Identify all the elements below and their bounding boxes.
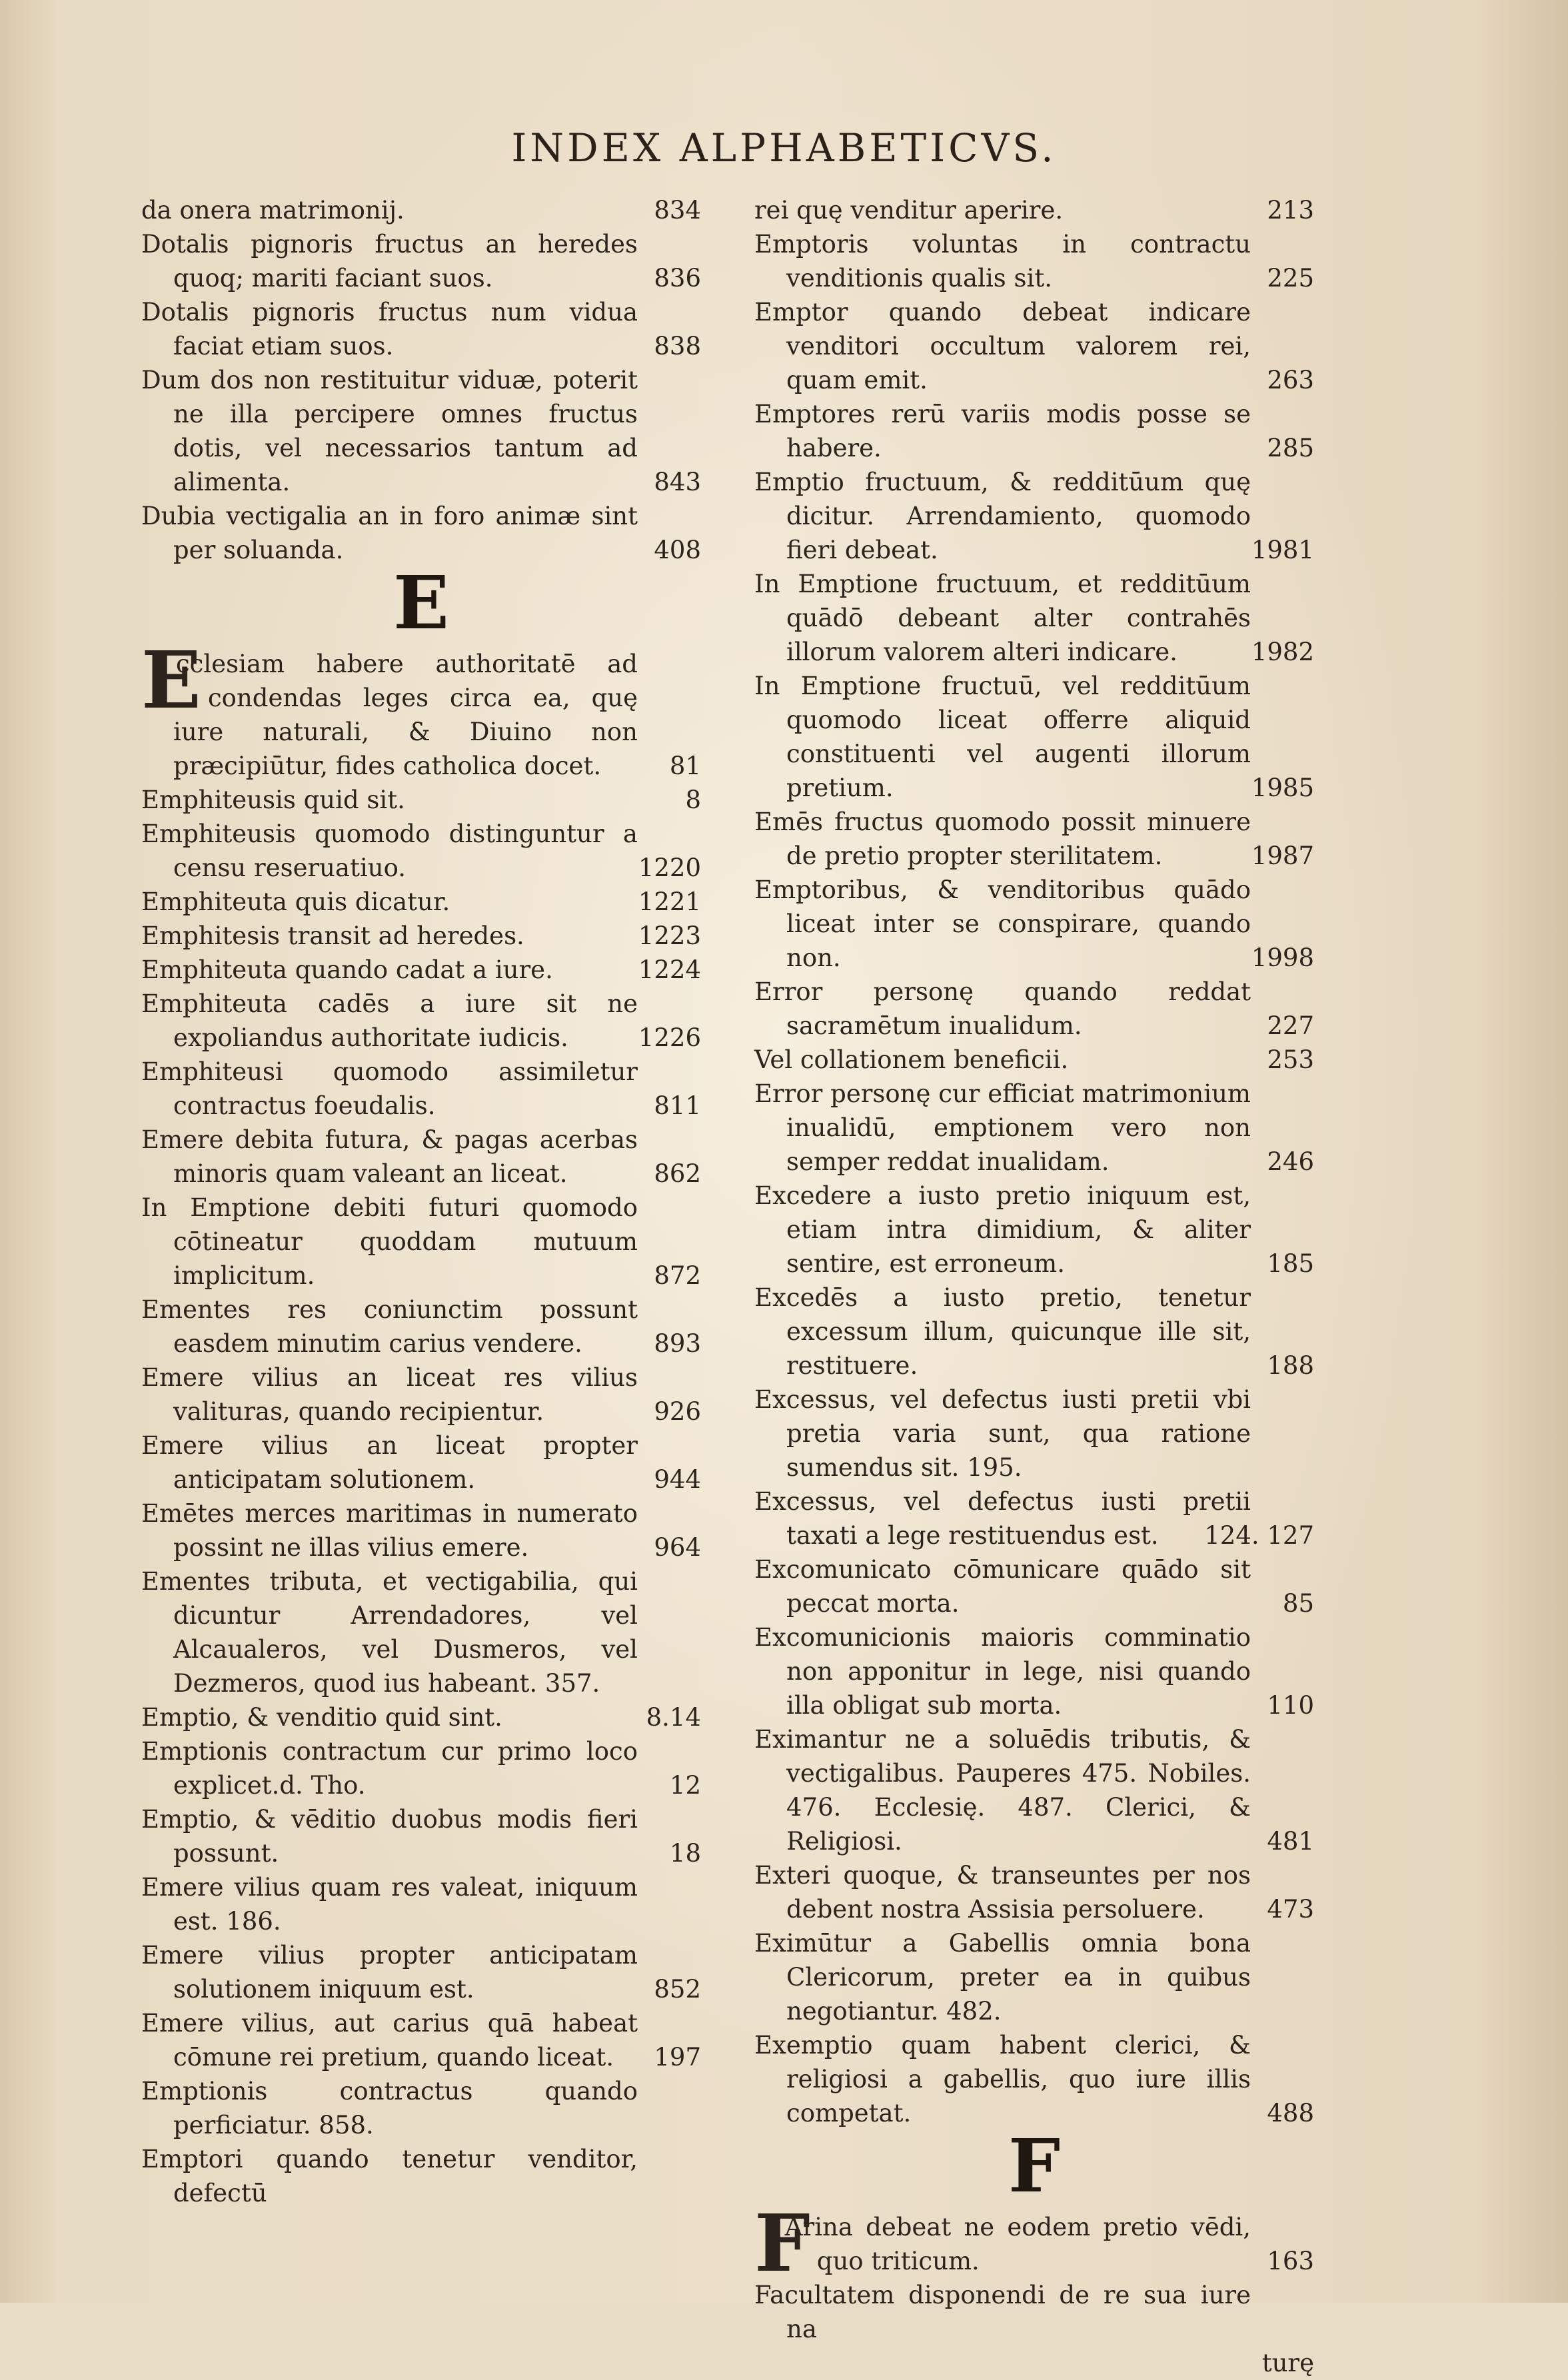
index-entry bbox=[754, 669, 1314, 805]
drop-initial-e: E bbox=[141, 634, 201, 726]
entry-text: Emptores rerū variis modis posse se habere. bbox=[754, 400, 1251, 462]
index-entry bbox=[141, 1938, 701, 2006]
index-entry bbox=[141, 193, 701, 227]
index-entry bbox=[754, 1858, 1314, 1926]
entry-text: Emptori quando tenetur venditor, defectū bbox=[141, 2145, 638, 2207]
entry-page-number: 8.14 bbox=[646, 1703, 701, 1732]
entry-text: rei quę venditur aperire. bbox=[754, 196, 1064, 225]
entry-page-number: 227 bbox=[1267, 1011, 1314, 1040]
entry-text: Emphiteuta quis dicatur. bbox=[141, 888, 450, 916]
entry-text: Emere vilius an liceat res vilius valituras, quando recipientur. bbox=[141, 1363, 638, 1426]
entry-page-number: 473 bbox=[1267, 1895, 1314, 1924]
entry-text: Emere vilius an liceat propter anticipatam solutionem. bbox=[141, 1431, 638, 1494]
index-entry bbox=[141, 919, 701, 953]
index-entry bbox=[754, 1043, 1314, 1077]
entry-page-number: 862 bbox=[654, 1159, 701, 1188]
entry-text: Emēs fructus quomodo possit minuere de pretio propter sterilitatem. bbox=[754, 808, 1251, 870]
index-entry bbox=[141, 1734, 701, 1802]
entry-text: Emere vilius quam res valeat, iniquum est. 186. bbox=[141, 1873, 638, 1936]
index-entry bbox=[754, 1722, 1314, 1858]
index-entry bbox=[141, 1870, 701, 1938]
entry-text: Emphiteuta quando cadat a iure. bbox=[141, 955, 553, 984]
section-letter-f: F bbox=[1008, 2123, 1061, 2209]
index-entry bbox=[754, 465, 1314, 567]
entry-text: Error personę quando reddat sacramētum inualidum. bbox=[754, 977, 1251, 1040]
entry-text: Exteri quoque, & transeuntes per nos debent nostra Assisia persoluere. bbox=[754, 1861, 1251, 1924]
entry-page-number: 1221 bbox=[638, 888, 701, 916]
entry-text: Excessus, vel defectus iusti pretii taxati a lege restituendus est. bbox=[754, 1487, 1251, 1550]
entry-page-number: 263 bbox=[1267, 366, 1314, 394]
entry-text: Excessus, vel defectus iusti pretii vbi pretia varia sunt, qua ratione sumendus sit. 195. bbox=[754, 1385, 1251, 1482]
entry-text: Excedēs a iusto pretio, tenetur excessum illum, quicunque ille sit, restituere. bbox=[754, 1283, 1251, 1380]
index-entry bbox=[141, 1123, 701, 1191]
index-entry bbox=[141, 1055, 701, 1123]
entry-page-number: 8 bbox=[685, 786, 701, 814]
right-entries-after bbox=[754, 2278, 1314, 2346]
entry-page-number: 926 bbox=[654, 1397, 701, 1426]
index-entry bbox=[754, 873, 1314, 975]
index-entry bbox=[141, 499, 701, 567]
entry-text: Emere debita futura, & pagas acerbas minoris quam valeant an liceat. bbox=[141, 1125, 638, 1188]
index-entry bbox=[754, 1485, 1314, 1552]
entry-page-number: 1224 bbox=[638, 955, 701, 984]
entry-text: Emere vilius propter anticipatam solutionem iniquum est. bbox=[141, 1941, 638, 2004]
entry-text: Emptionis contractum cur primo loco explicet.d. Tho. bbox=[141, 1737, 638, 1800]
entry-page-number: 81 bbox=[669, 752, 701, 780]
index-entry bbox=[141, 1293, 701, 1361]
entry-text: Dotalis pignoris fructus num vidua faciat etiam suos. bbox=[141, 298, 638, 360]
entry-page-number: 944 bbox=[654, 1465, 701, 1494]
entry-text: Emere vilius, aut carius quā habeat cōmune rei pretium, quando liceat. bbox=[141, 2009, 638, 2072]
entry-text: Emphiteusis quid sit. bbox=[141, 786, 405, 814]
running-head: INDEX ALPHABETICVS. bbox=[511, 125, 1057, 171]
entry-page-number: 1987 bbox=[1251, 842, 1314, 870]
index-entry bbox=[754, 227, 1314, 295]
first-entry-e bbox=[141, 634, 701, 783]
left-entries-before bbox=[141, 193, 701, 567]
entry-page-number: 1220 bbox=[638, 854, 701, 882]
entry-text: In Emptione fructuum, et redditūum quādō debeant alter contrahēs illorum valorem alteri indicare. bbox=[754, 570, 1251, 666]
entry-page-number: 488 bbox=[1267, 2099, 1314, 2127]
index-entry bbox=[141, 1361, 701, 1429]
entry-text: Facultatem disponendi de re sua iure na bbox=[754, 2281, 1251, 2343]
entry-page-number: 110 bbox=[1267, 1691, 1314, 1720]
entry-text: Emphitesis transit ad heredes. bbox=[141, 921, 524, 950]
index-entry bbox=[754, 1281, 1314, 1383]
index-entry bbox=[141, 1700, 701, 1734]
entry-page-number: 838 bbox=[654, 332, 701, 360]
entry-page-number: 124. 127 bbox=[1204, 1521, 1314, 1550]
entry-text: Dubia vectigalia an in foro animæ sint per soluanda. bbox=[141, 502, 638, 564]
entry-page-number: 1998 bbox=[1251, 943, 1314, 972]
entry-page-number: 246 bbox=[1267, 1147, 1314, 1176]
index-entry bbox=[141, 953, 701, 987]
catchword: turę bbox=[1261, 2349, 1314, 2377]
entry-page-number: 163 bbox=[1267, 2247, 1314, 2275]
entry-text: In Emptione debiti futuri quomodo cōtineatur quoddam mutuum implicitum. bbox=[141, 1193, 638, 1290]
index-entry bbox=[754, 2028, 1314, 2130]
entry-text: Arina debeat ne eodem pretio vēdi, quo triticum. bbox=[784, 2213, 1251, 2275]
entry-text: Emptionis contractus quando perficiatur. 858. bbox=[141, 2077, 638, 2139]
entry-text: Emptoris voluntas in contractu venditionis qualis sit. bbox=[754, 230, 1251, 293]
entry-page-number: 285 bbox=[1267, 434, 1314, 462]
index-entry bbox=[141, 295, 701, 363]
index-entry bbox=[141, 2142, 701, 2210]
right-column bbox=[754, 193, 1314, 2380]
index-entry bbox=[754, 1077, 1314, 1179]
index-entry bbox=[754, 1179, 1314, 1281]
index-entry bbox=[754, 397, 1314, 465]
section-letter-e: E bbox=[393, 560, 449, 646]
entry-text: Ementes res coniunctim possunt easdem minutim carius vendere. bbox=[141, 1295, 638, 1358]
entry-page-number: 1985 bbox=[1251, 774, 1314, 802]
entry-page-number: 872 bbox=[654, 1261, 701, 1290]
index-entry bbox=[754, 193, 1314, 227]
entry-text: Ementes tributa, et vectigabilia, qui dicuntur Arrendadores, vel Alcaualeros, vel Dusmeros, vel Dezmeros, quod ius habeant. 357. bbox=[141, 1567, 638, 1698]
entry-page-number: 213 bbox=[1267, 196, 1314, 225]
entry-page-number: 811 bbox=[654, 1091, 701, 1120]
entry-text: Dum dos non restituitur viduæ, poterit ne illa percipere omnes fructus dotis, vel necessarios tantum ad alimenta. bbox=[141, 366, 638, 496]
entry-page-number: 1226 bbox=[638, 1023, 701, 1052]
entry-page-number: 85 bbox=[1282, 1589, 1314, 1618]
entry-text: Exemptio quam habent clerici, & religiosi a gabellis, quo iure illis competat. bbox=[754, 2031, 1251, 2127]
left-column bbox=[141, 193, 701, 2210]
index-entry bbox=[141, 817, 701, 885]
entry-page-number: 253 bbox=[1267, 1045, 1314, 1074]
entry-page-number: 225 bbox=[1267, 264, 1314, 293]
entry-text: Emptor quando debeat indicare venditori occultum valorem rei, quam emit. bbox=[754, 298, 1251, 394]
entry-page-number: 12 bbox=[669, 1771, 701, 1800]
index-entry bbox=[754, 295, 1314, 397]
left-entries-after bbox=[141, 783, 701, 2210]
entry-page-number: 964 bbox=[654, 1533, 701, 1562]
entry-page-number: 481 bbox=[1267, 1827, 1314, 1856]
entry-page-number: 197 bbox=[654, 2043, 701, 2072]
index-entry bbox=[754, 1926, 1314, 2028]
entry-text: da onera matrimonij. bbox=[141, 196, 404, 225]
entry-text: Excedere a iusto pretio iniquum est, etiam intra dimidium, & aliter sentire, est erroneum. bbox=[754, 1181, 1251, 1278]
index-entry bbox=[754, 975, 1314, 1043]
entry-page-number: 834 bbox=[654, 196, 701, 225]
index-entry bbox=[754, 1383, 1314, 1485]
entry-text: Emptio, & vēditio duobus modis fieri possunt. bbox=[141, 1805, 638, 1868]
entry-text: Emphiteusi quomodo assimiletur contractus foeudalis. bbox=[141, 1057, 638, 1120]
entry-text: Excomunicato cōmunicare quādo sit peccat morta. bbox=[754, 1555, 1251, 1618]
entry-text: Eximūtur a Gabellis omnia bona Clericorum, preter ea in quibus negotiantur. 482. bbox=[754, 1929, 1251, 2026]
entry-text: Emptoribus, & venditoribus quādo liceat inter se conspirare, quando non. bbox=[754, 876, 1251, 972]
index-entry bbox=[141, 783, 701, 817]
index-entry bbox=[141, 1564, 701, 1700]
index-entry bbox=[141, 1191, 701, 1293]
entry-text: Emētes merces maritimas in numerato possint ne illas vilius emere. bbox=[141, 1499, 638, 1562]
index-entry bbox=[754, 2278, 1314, 2346]
entry-text: Emphiteusis quomodo distinguntur a censu reseruatiuo. bbox=[141, 820, 638, 882]
entry-text: Eximantur ne a soluēdis tributis, & vectigalibus. Pauperes 475. Nobiles. 476. Ecclesię. 487. Clerici, & Religiosi. bbox=[754, 1725, 1251, 1856]
index-entry bbox=[141, 2006, 701, 2074]
index-entry bbox=[141, 227, 701, 295]
index-entry bbox=[754, 567, 1314, 669]
entry-page-number: 1981 bbox=[1251, 536, 1314, 564]
entry-text: Dotalis pignoris fructus an heredes quoq; mariti faciant suos. bbox=[141, 230, 638, 293]
entry-page-number: 893 bbox=[654, 1329, 701, 1358]
drop-initial-f: F bbox=[754, 2197, 810, 2289]
index-entry bbox=[141, 2074, 701, 2142]
entry-text: Error personę cur efficiat matrimonium inualidū, emptionem vero non semper reddat inualidam. bbox=[754, 1079, 1251, 1176]
index-entry bbox=[141, 987, 701, 1055]
index-entry bbox=[141, 363, 701, 499]
entry-text: Emptio fructuum, & redditūum quę dicitur. Arrendamiento, quomodo fieri debeat. bbox=[754, 468, 1251, 564]
entry-page-number: 408 bbox=[654, 536, 701, 564]
first-entry-f bbox=[754, 2197, 1314, 2289]
entry-page-number: 1223 bbox=[638, 921, 701, 950]
entry-page-number: 188 bbox=[1267, 1351, 1314, 1380]
index-entry bbox=[754, 805, 1314, 873]
entry-text: Emphiteuta cadēs a iure sit ne expoliandus authoritate iudicis. bbox=[141, 989, 638, 1052]
index-entry bbox=[754, 1620, 1314, 1722]
entry-text: cclesiam habere authoritatē ad condendas leges circa ea, quę iure naturali, & Diuino non præcipiūtur, fides catholica docet. bbox=[173, 650, 638, 780]
entry-page-number: 185 bbox=[1267, 1249, 1314, 1278]
index-entry bbox=[141, 1802, 701, 1870]
entry-text: Emptio, & venditio quid sint. bbox=[141, 1703, 502, 1732]
entry-text: Vel collationem beneficii. bbox=[754, 1045, 1069, 1074]
right-entries-before bbox=[754, 193, 1314, 2130]
index-entry bbox=[141, 885, 701, 919]
entry-text: Excomunicionis maioris comminatio non apponitur in lege, nisi quando illa obligat sub morta. bbox=[754, 1623, 1251, 1720]
entry-text: In Emptione fructuū, vel redditūum quomodo liceat offerre aliquid constituenti vel augenti illorum pretium. bbox=[754, 672, 1251, 802]
entry-page-number: 843 bbox=[654, 468, 701, 496]
entry-page-number: 18 bbox=[669, 1839, 701, 1868]
index-entry bbox=[754, 1552, 1314, 1620]
index-entry bbox=[141, 1496, 701, 1564]
entry-page-number: 1982 bbox=[1251, 638, 1314, 666]
entry-page-number: 852 bbox=[654, 1975, 701, 2004]
entry-page-number: 836 bbox=[654, 264, 701, 293]
index-entry bbox=[141, 1429, 701, 1496]
